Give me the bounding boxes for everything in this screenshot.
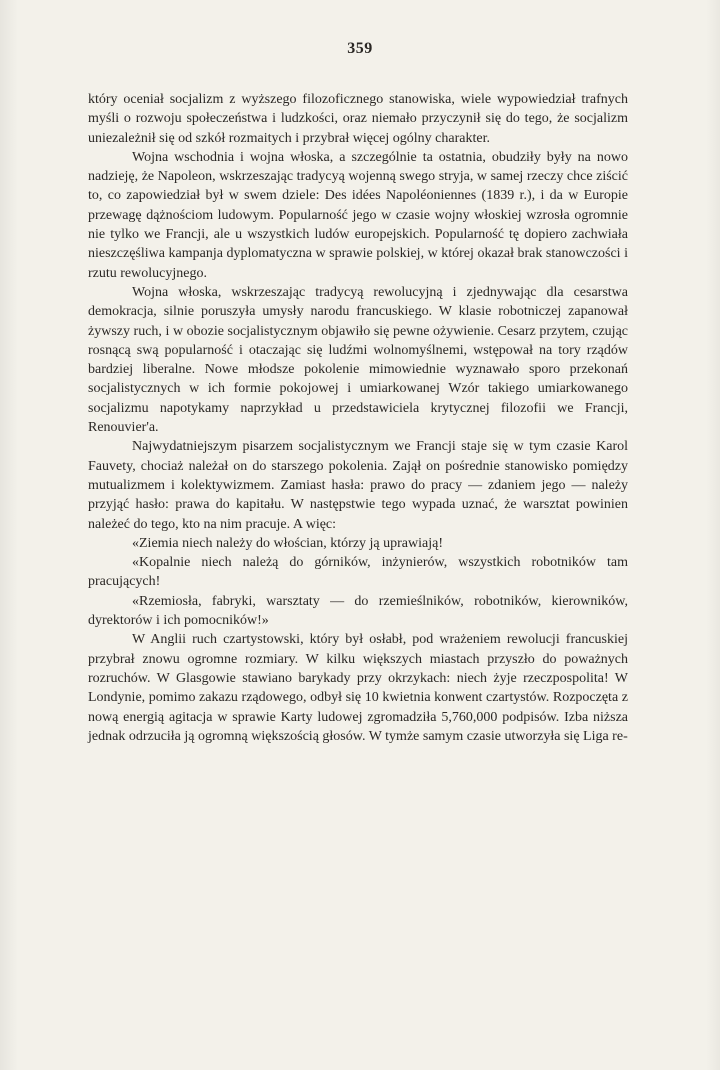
quote-line: «Rzemiosła, fabryki, warsztaty — do rzemieślników, robotników, kierowników, dyrektorów i ich pomocników!»	[88, 593, 628, 629]
paragraph: Najwydatniejszym pisarzem socjalistycznym we Francji staje się w tym czasie Karol Fauvety, chociaż należał on do starszego pokolenia. Zajął on pośrednie stanowisko pomiędzy mutualizmem i kolektywizmem. Zamiast hasła: prawo do pracy — zdaniem jego — należy przyjąć hasło: prawa do kapitału. W następstwie tego wypada uznać, że warsztat powinien należeć do tego, kto na nim pracuje. A więc:	[88, 439, 628, 532]
paragraph: który oceniał socjalizm z wyższego filozoficznego stanowiska, wiele wypowiedział trafnych myśli o rozwoju społeczeństwa i ludzkości, oraz niemało przyczynił się do tego, że socjalizm uniezależnił się od szkół rozmaitych i przybrał więcej ogólny charakter.	[88, 92, 628, 146]
paragraph: Wojna wschodnia i wojna włoska, a szczególnie ta ostatnia, obudziły były na nowo nadzieję, że Napoleon, wskrzeszając tradycyą wojenną swego stryja, w samej rzeczy chce ziścić to, co zapowiedział był w swem dziele: Des idées Napoléoniennes (1839 r.), i da w Europie przewagę dążnościom ludowym. Popularność jego w czasie wojny włoskiej wzrosła ogromnie nie tylko we Francji, ale u wszystkich ludów europejskich. Popularność tę dopiero zachwiała nieszczęśliwa kampanja dyplomatyczna w sprawie polskiej, w której okazał brak stanowczości i rzutu rewolucyjnego.	[88, 149, 628, 281]
paragraph: Wojna włoska, wskrzeszając tradycyą rewolucyjną i zjednywając dla cesarstwa demokracja, silnie poruszyła umysły narodu francuskiego. W klasie robotniczej zapanował żywszy ruch, i w obozie socjalistycznym objawiło się pewne ożywienie. Cesarz przytem, czując rosnącą swą popularność i otaczając się ludźmi wolnomyślnemi, wstępował na tory rządów bardziej liberalne. Nowe młodsze pokolenie mimowiednie wyznawało sporo przekonań socjalistycznych w ich formie pokojowej i umiarkowanej Wzór takiego umiarkowanego socjalizmu napotykamy naprzykład u przedstawiciela krytycznej filozofii we Francji, Renouvier'a.	[88, 284, 628, 436]
quote-line: «Kopalnie niech należą do górników, inżynierów, wszystkich robotników tam pracujących!	[88, 555, 628, 590]
body-text	[88, 90, 628, 746]
quote-line: «Ziemia niech należy do włościan, którzy ją uprawiają!	[132, 535, 443, 551]
page-number: 359	[347, 40, 373, 57]
paragraph: W Anglii ruch czartystowski, który był osłabł, pod wrażeniem rewolucji francuskiej przybrał znowu ogromne rozmiary. W kilku większych miastach przyszło do poważnych rozruchów. W Glasgowie stawiano barykady przy okrzykach: niech żyje rzeczpospolita! W Londynie, pomimo zakazu rządowego, odbył się 10 kwietnia konwent czartystów. Rozpoczęta z nową energią agitacja w sprawie Karty ludowej zgromadziła 5,760,000 podpisów. Izba niższa jednak odrzuciła ją ogromną większością głosów. W tymże samym czasie utworzyła się Liga re-	[88, 632, 628, 744]
